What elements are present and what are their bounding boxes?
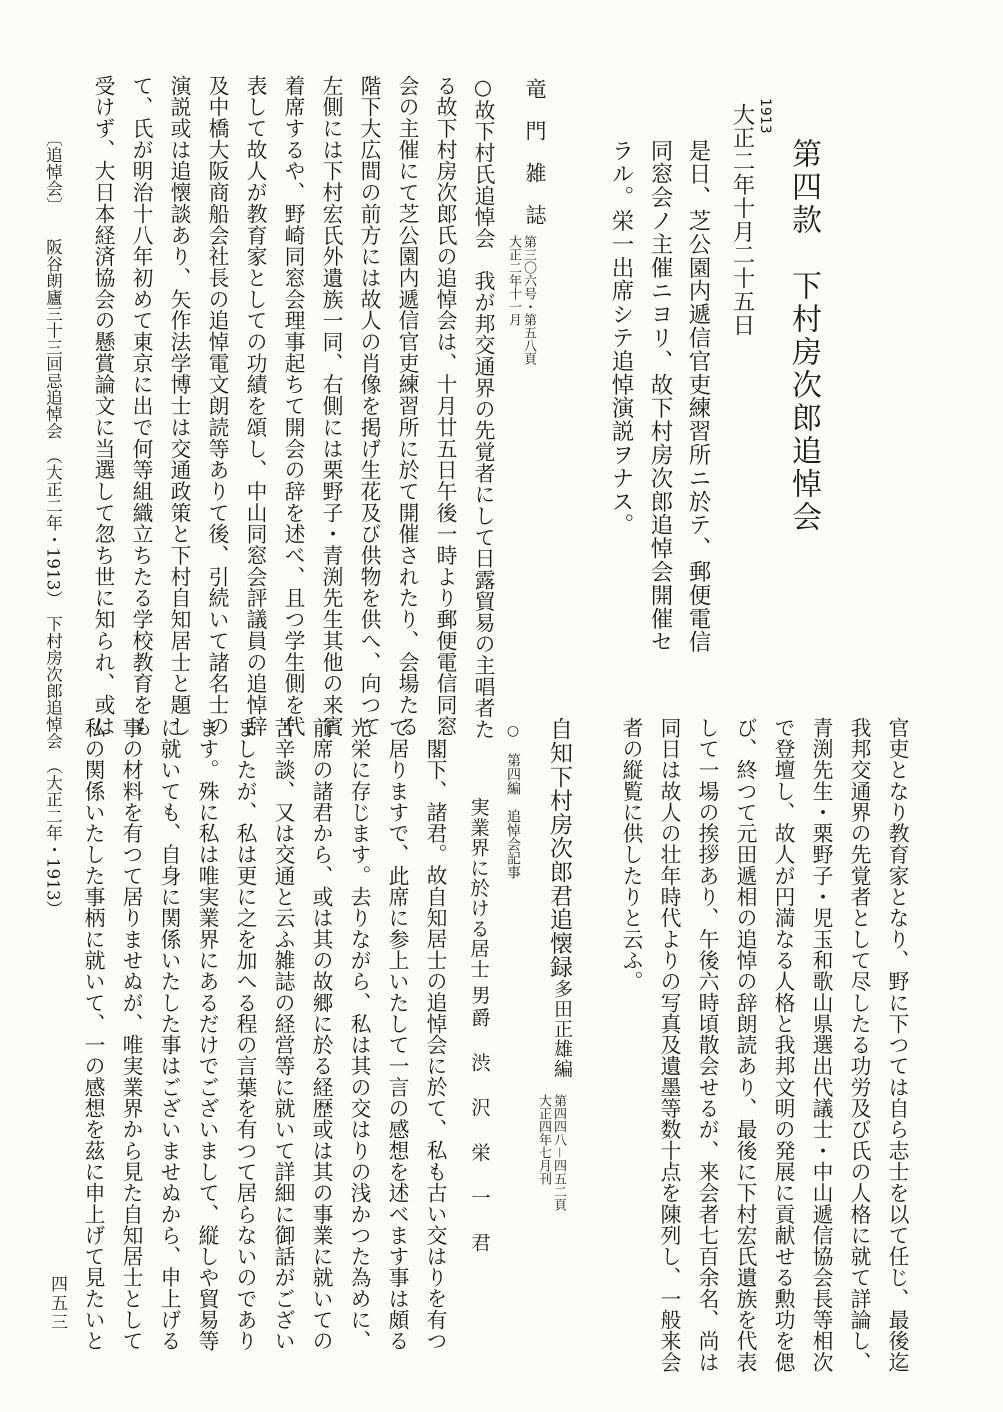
speech-line: ます。殊に私は唯実業界にあるだけでございまして、縦しや貿易等 xyxy=(195,717,219,1352)
article-line: て、氏が明治十八年初めて東京に出で何等組織立ちたる学校教育をも xyxy=(129,75,153,737)
article-line: 者の縦覧に供したりと云ふ。 xyxy=(619,717,643,992)
article-line: 同日は故人の壮年時代よりの写真及遺墨等数十点を陳列し、一般来会 xyxy=(657,717,681,1373)
source-2-reference-date: 大正四年七月刊 xyxy=(536,1094,551,1185)
article-line: で登壇し、故人が円満なる人格と我邦文明の発展に貢献せる勲功を偲 xyxy=(771,717,795,1373)
article-line: 及中橋大阪商船会社長の追悼電文朗読等ありて後、引続いて諸名士の xyxy=(205,75,229,737)
speech-speaker: 男爵 渋 沢 栄 一 君 xyxy=(468,985,491,1255)
article-line: ○故下村氏追悼会 我が邦交通界の先覚者にして日露貿易の主唱者た xyxy=(471,75,495,741)
article-line: 官吏となり教育家となり、野に下つては自ら志士を以て任じ、最後迄 xyxy=(885,717,909,1373)
speech-line: に就いても、自身に関係いたした事はございませぬから、申上げる xyxy=(157,717,181,1352)
article-line: 表して故人が教育家としての功績を頌し、中山同窓会評議員の追悼辞 xyxy=(243,75,267,737)
speech-line: 前席の諸君から、或は其の故郷に於る経歴或は其の事業に就いての xyxy=(309,717,333,1352)
article-line: 青渕先生・栗野子・児玉和歌山県選出代議士・中山遞信協会長等相次 xyxy=(809,717,833,1373)
article-line: 左側には下村宏氏外遺族一同、右側には栗野子・青渕先生其他の来賓 xyxy=(319,75,343,737)
article-line: 着席するや、野崎同窓会理事起ちて開会の辞を述べ、且つ学生側を代 xyxy=(281,75,305,737)
source-2-reference xyxy=(536,1094,566,1211)
source-reference-issue: 第三〇六号・第五八頁 xyxy=(521,235,536,365)
entry-date: 大正二年十月二十五日 xyxy=(729,103,755,337)
article-line: る故下村房次郎氏の追悼会は、十月廿五日午後一時より郵便電信同窓 xyxy=(433,75,457,737)
article-line: 我邦交通界の先覚者として尽したる功労及び氏の人格に就て詳論し、 xyxy=(847,717,871,1373)
speech-line: て居りますで、此席に参上いたして一言の感想を述べます事は頗る xyxy=(385,717,409,1352)
article-line: び、終つて元田遞相の追悼の辞朗読あり、最後に下村宏氏遺族を代表 xyxy=(733,717,757,1373)
source-2-title: 自知下村房次郎君追懐録 xyxy=(546,717,572,979)
source-title: 竜 門 雑 誌 xyxy=(523,78,547,225)
speech-line: 苦辛談、又は交通と云ふ雑誌の経営等に就いて詳細に御話がござい xyxy=(271,717,295,1352)
running-footer xyxy=(44,130,61,917)
section-heading: 第四款 下村房次郎追悼会 xyxy=(786,138,821,534)
source-2-subsection: ○ 第四編 追悼会記事 xyxy=(505,723,521,879)
speech-line: 私の関係いたした事柄に就いて、一の感想を茲に申上げて見たいと xyxy=(81,717,105,1352)
speech-line: 事の材料を有つて居りませぬが、唯実業界から見た自知居士として xyxy=(119,717,143,1352)
article-line: 演説或は追懐談あり、矢作法学博士は交通政策と下村自知居士と題し xyxy=(167,75,191,737)
footer-text: 阪谷朗廬三十三回忌追悼会 （大正二年・1913） 下村房次郎追悼会 （大正二年・1913） xyxy=(43,238,63,918)
speech-line: 光栄に存じます。去りながら、私は其の交はりの浅かつた為めに、 xyxy=(347,717,371,1352)
article-line: 階下大広間の前方には故人の肖像を掲げ生花及び供物を供へ、向つて xyxy=(357,75,381,737)
article-line: 会の主催にて芝公園内遞信官吏練習所に於て開催されたり、会場たる xyxy=(395,75,419,737)
page-number: 四五三 xyxy=(47,1275,67,1332)
footer-label: 〔追悼会〕 xyxy=(43,130,63,206)
source-2-reference-pages: 第四四八－四五二頁 xyxy=(551,1094,566,1212)
speech-line: ましたが、私は更に之を加へる程の言葉を有つて居らないのであり xyxy=(233,717,257,1352)
speech-line: 閣下、諸君。故自知居士の追悼会に於て、私も古い交はりを有つ xyxy=(423,738,447,1352)
source-2-editor: 多田正雄編 xyxy=(551,979,573,1079)
article-line: して一場の挨拶あり、午後六時頃散会せるが、来会者七百余名、尚は xyxy=(695,717,719,1373)
source-reference xyxy=(506,235,536,365)
entry-line: ラル。栄一出席シテ追悼演説ヲナス。 xyxy=(608,139,634,537)
article-line: 受けず、大日本経済協会の懸賞論文に当選して忽ち世に知られ、或は xyxy=(91,75,115,737)
source-reference-date: 大正二年十一月 xyxy=(506,235,521,326)
speech-heading: 実業界に於ける居士 xyxy=(467,797,490,979)
entry-line: 是日、芝公園内遞信官吏練習所ニ於テ、郵便電信 xyxy=(685,139,711,654)
entry-year-ad: 1913 xyxy=(757,98,773,134)
entry-line: 同窓会ノ主催ニヨリ、故下村房次郎追悼会開催セ xyxy=(647,139,673,654)
